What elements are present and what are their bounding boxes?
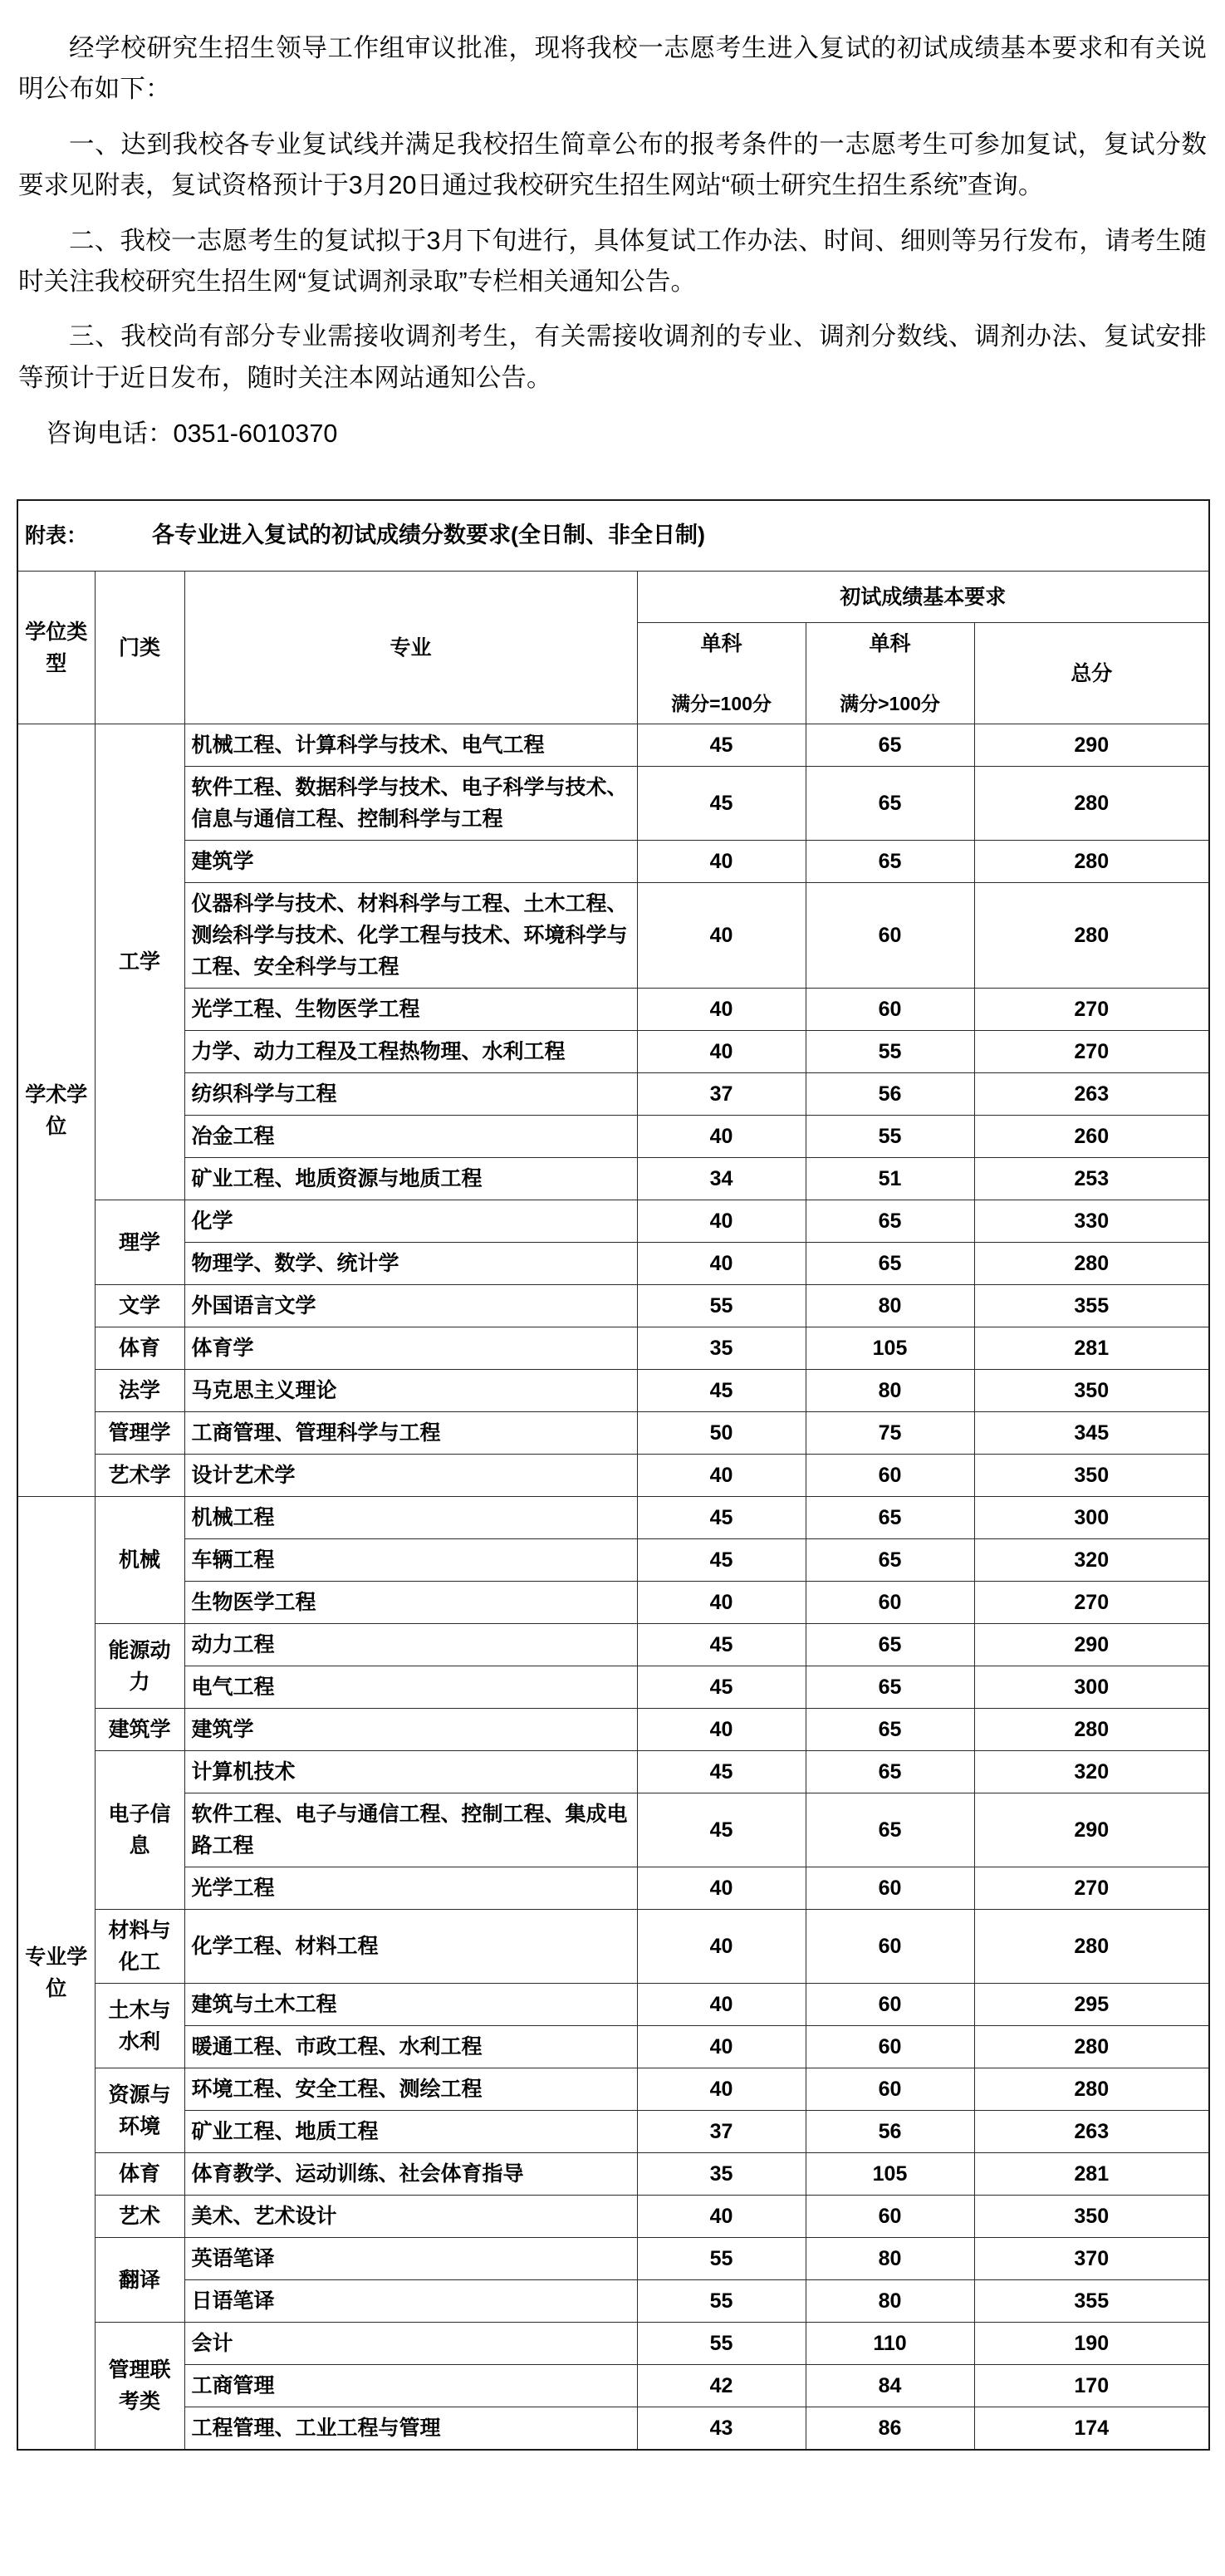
table-row bbox=[17, 2196, 1209, 2238]
cell-score-gt100: 60 bbox=[806, 989, 974, 1031]
cell-score-gt100: 60 bbox=[806, 2196, 974, 2238]
table-row bbox=[17, 724, 1209, 767]
cell-major: 冶金工程 bbox=[184, 1116, 637, 1158]
cell-category: 艺术学 bbox=[95, 1455, 184, 1497]
cell-category: 艺术 bbox=[95, 2196, 184, 2238]
cell-score-gt100: 60 bbox=[806, 1455, 974, 1497]
cell-score-total: 280 bbox=[974, 883, 1209, 989]
cell-category: 管理学 bbox=[95, 1412, 184, 1455]
cell-score-total: 260 bbox=[974, 1116, 1209, 1158]
table-row bbox=[17, 1370, 1209, 1412]
cell-score-eq100: 40 bbox=[637, 1984, 806, 2026]
cell-score-gt100: 60 bbox=[806, 1582, 974, 1624]
cell-score-gt100: 55 bbox=[806, 1031, 974, 1073]
score-table-head bbox=[17, 500, 1209, 724]
notice-paragraph-1: 一、达到我校各专业复试线并满足我校招生简章公布的报考条件的一志愿考生可参加复试，复试分数要求见附表，复试资格预计于3月20日通过我校研究生招生网站“硕士研究生招生系统”查询。 bbox=[18, 130, 1207, 200]
cell-score-gt100: 105 bbox=[806, 1327, 974, 1370]
cell-score-eq100: 40 bbox=[637, 1867, 806, 1910]
cell-score-total: 263 bbox=[974, 1073, 1209, 1116]
cell-score-total: 350 bbox=[974, 2196, 1209, 2238]
table-row bbox=[17, 1327, 1209, 1370]
cell-score-eq100: 43 bbox=[637, 2407, 806, 2451]
cell-category: 管理联考类 bbox=[95, 2323, 184, 2451]
cell-score-gt100: 65 bbox=[806, 1793, 974, 1867]
header-single-eq-bottom: 满分=100分 bbox=[671, 693, 772, 715]
table-row bbox=[17, 989, 1209, 1031]
cell-score-gt100: 80 bbox=[806, 2280, 974, 2323]
notice-paragraph-2: 二、我校一志愿考生的复试拟于3月下旬进行，具体复试工作办法、时间、细则等另行发布，请考生随时关注我校研究生招生网“复试调剂录取”专栏相关通知公告。 bbox=[18, 226, 1207, 297]
cell-score-eq100: 45 bbox=[637, 1539, 806, 1582]
cell-score-gt100: 86 bbox=[806, 2407, 974, 2451]
cell-degree-type: 学术学位 bbox=[17, 724, 95, 1497]
cell-score-eq100: 42 bbox=[637, 2365, 806, 2407]
cell-score-total: 350 bbox=[974, 1370, 1209, 1412]
header-single-gt-top: 单科 bbox=[869, 632, 911, 656]
cell-score-eq100: 40 bbox=[637, 1910, 806, 1984]
cell-score-gt100: 80 bbox=[806, 1285, 974, 1327]
cell-score-total: 280 bbox=[974, 767, 1209, 841]
cell-category: 材料与化工 bbox=[95, 1910, 184, 1984]
table-row bbox=[17, 1073, 1209, 1116]
table-row bbox=[17, 1793, 1209, 1867]
notice-paragraph-intro: 经学校研究生招生领导工作组审议批准，现将我校一志愿考生进入复试的初试成绩基本要求和有关说明公布如下： bbox=[18, 34, 1207, 104]
cell-score-total: 280 bbox=[974, 1709, 1209, 1751]
cell-score-eq100: 45 bbox=[637, 1624, 806, 1666]
cell-score-eq100: 45 bbox=[637, 1497, 806, 1539]
cell-category: 法学 bbox=[95, 1370, 184, 1412]
table-row bbox=[17, 1285, 1209, 1327]
table-row bbox=[17, 1867, 1209, 1910]
cell-score-eq100: 40 bbox=[637, 1709, 806, 1751]
cell-major: 计算机技术 bbox=[184, 1751, 637, 1793]
cell-score-eq100: 40 bbox=[637, 1031, 806, 1073]
cell-score-gt100: 80 bbox=[806, 2238, 974, 2280]
header-score-group: 初试成绩基本要求 bbox=[637, 572, 1209, 623]
cell-score-eq100: 40 bbox=[637, 1116, 806, 1158]
cell-category: 理学 bbox=[95, 1200, 184, 1285]
cell-score-gt100: 65 bbox=[806, 1666, 974, 1709]
cell-score-eq100: 34 bbox=[637, 1158, 806, 1200]
cell-score-gt100: 65 bbox=[806, 841, 974, 883]
header-total-score: 总分 bbox=[974, 623, 1209, 724]
table-row bbox=[17, 1243, 1209, 1285]
table-row bbox=[17, 2238, 1209, 2280]
score-table bbox=[17, 499, 1210, 2451]
cell-major: 机械工程、计算科学与技术、电气工程 bbox=[184, 724, 637, 767]
cell-score-gt100: 110 bbox=[806, 2323, 974, 2365]
table-row bbox=[17, 2280, 1209, 2323]
attachment-caption-row bbox=[17, 500, 1209, 572]
header-major: 专业 bbox=[184, 572, 637, 724]
table-row bbox=[17, 1497, 1209, 1539]
header-single-subject-eq100 bbox=[637, 623, 806, 724]
cell-major: 建筑学 bbox=[184, 1709, 637, 1751]
cell-category: 工学 bbox=[95, 724, 184, 1200]
score-table-body bbox=[17, 724, 1209, 2451]
cell-score-total: 281 bbox=[974, 2153, 1209, 2196]
table-row bbox=[17, 1412, 1209, 1455]
cell-score-gt100: 60 bbox=[806, 1984, 974, 2026]
header-single-gt-bottom: 满分>100分 bbox=[840, 693, 940, 715]
table-row bbox=[17, 2323, 1209, 2365]
cell-major: 化学工程、材料工程 bbox=[184, 1910, 637, 1984]
cell-score-gt100: 60 bbox=[806, 883, 974, 989]
notice-body bbox=[0, 0, 1225, 455]
cell-major: 体育学 bbox=[184, 1327, 637, 1370]
cell-score-eq100: 50 bbox=[637, 1412, 806, 1455]
cell-score-total: 170 bbox=[974, 2365, 1209, 2407]
cell-major: 矿业工程、地质资源与地质工程 bbox=[184, 1158, 637, 1200]
cell-score-eq100: 40 bbox=[637, 1455, 806, 1497]
cell-score-gt100: 60 bbox=[806, 2068, 974, 2111]
cell-score-eq100: 40 bbox=[637, 1200, 806, 1243]
cell-score-gt100: 60 bbox=[806, 2026, 974, 2068]
cell-score-eq100: 40 bbox=[637, 2026, 806, 2068]
score-table-wrapper bbox=[0, 469, 1225, 2485]
table-row bbox=[17, 767, 1209, 841]
cell-major: 纺织科学与工程 bbox=[184, 1073, 637, 1116]
cell-score-total: 290 bbox=[974, 1793, 1209, 1867]
cell-score-total: 270 bbox=[974, 989, 1209, 1031]
cell-category: 体育 bbox=[95, 2153, 184, 2196]
cell-major: 马克思主义理论 bbox=[184, 1370, 637, 1412]
cell-major: 体育教学、运动训练、社会体育指导 bbox=[184, 2153, 637, 2196]
cell-score-eq100: 40 bbox=[637, 1243, 806, 1285]
cell-score-gt100: 80 bbox=[806, 1370, 974, 1412]
cell-score-eq100: 55 bbox=[637, 2323, 806, 2365]
header-row-group bbox=[17, 572, 1209, 623]
cell-score-eq100: 45 bbox=[637, 1666, 806, 1709]
cell-score-total: 355 bbox=[974, 1285, 1209, 1327]
cell-category: 资源与环境 bbox=[95, 2068, 184, 2153]
cell-major: 会计 bbox=[184, 2323, 637, 2365]
attachment-label: 附表： bbox=[25, 523, 88, 547]
cell-score-gt100: 65 bbox=[806, 1539, 974, 1582]
cell-score-total: 350 bbox=[974, 1455, 1209, 1497]
cell-category: 电子信息 bbox=[95, 1751, 184, 1910]
cell-category: 翻译 bbox=[95, 2238, 184, 2323]
cell-major: 工商管理 bbox=[184, 2365, 637, 2407]
cell-major: 物理学、数学、统计学 bbox=[184, 1243, 637, 1285]
cell-score-total: 320 bbox=[974, 1539, 1209, 1582]
header-degree-type: 学位类型 bbox=[17, 572, 95, 724]
cell-major: 建筑与土木工程 bbox=[184, 1984, 637, 2026]
cell-score-eq100: 45 bbox=[637, 1370, 806, 1412]
cell-major: 软件工程、数据科学与技术、电子科学与技术、信息与通信工程、控制科学与工程 bbox=[184, 767, 637, 841]
cell-major: 化学 bbox=[184, 1200, 637, 1243]
table-row bbox=[17, 2407, 1209, 2451]
cell-major: 英语笔译 bbox=[184, 2238, 637, 2280]
cell-score-total: 295 bbox=[974, 1984, 1209, 2026]
cell-category: 机械 bbox=[95, 1497, 184, 1624]
cell-score-total: 300 bbox=[974, 1497, 1209, 1539]
cell-score-eq100: 45 bbox=[637, 724, 806, 767]
table-row bbox=[17, 1624, 1209, 1666]
cell-score-total: 330 bbox=[974, 1200, 1209, 1243]
table-row bbox=[17, 2026, 1209, 2068]
header-single-subject-gt100 bbox=[806, 623, 974, 724]
cell-score-gt100: 65 bbox=[806, 1624, 974, 1666]
table-row bbox=[17, 1158, 1209, 1200]
cell-major: 环境工程、安全工程、测绘工程 bbox=[184, 2068, 637, 2111]
cell-score-gt100: 65 bbox=[806, 1497, 974, 1539]
cell-score-gt100: 56 bbox=[806, 2111, 974, 2153]
cell-major: 矿业工程、地质工程 bbox=[184, 2111, 637, 2153]
cell-score-total: 355 bbox=[974, 2280, 1209, 2323]
cell-score-gt100: 56 bbox=[806, 1073, 974, 1116]
cell-score-eq100: 55 bbox=[637, 2238, 806, 2280]
cell-score-total: 190 bbox=[974, 2323, 1209, 2365]
attachment-caption-cell bbox=[17, 500, 1209, 572]
cell-score-gt100: 75 bbox=[806, 1412, 974, 1455]
table-row bbox=[17, 1751, 1209, 1793]
cell-score-gt100: 55 bbox=[806, 1116, 974, 1158]
cell-score-gt100: 65 bbox=[806, 767, 974, 841]
cell-score-total: 370 bbox=[974, 2238, 1209, 2280]
cell-major: 设计艺术学 bbox=[184, 1455, 637, 1497]
cell-score-eq100: 37 bbox=[637, 2111, 806, 2153]
cell-major: 车辆工程 bbox=[184, 1539, 637, 1582]
cell-score-eq100: 35 bbox=[637, 2153, 806, 2196]
cell-score-eq100: 55 bbox=[637, 2280, 806, 2323]
cell-score-eq100: 40 bbox=[637, 883, 806, 989]
cell-score-total: 270 bbox=[974, 1582, 1209, 1624]
cell-major: 工商管理、管理科学与工程 bbox=[184, 1412, 637, 1455]
cell-score-total: 253 bbox=[974, 1158, 1209, 1200]
cell-major: 日语笔译 bbox=[184, 2280, 637, 2323]
table-row bbox=[17, 1910, 1209, 1984]
cell-score-gt100: 65 bbox=[806, 724, 974, 767]
table-row bbox=[17, 1984, 1209, 2026]
cell-score-total: 300 bbox=[974, 1666, 1209, 1709]
table-row bbox=[17, 2068, 1209, 2111]
cell-major: 暖通工程、市政工程、水利工程 bbox=[184, 2026, 637, 2068]
cell-score-total: 174 bbox=[974, 2407, 1209, 2451]
cell-major: 动力工程 bbox=[184, 1624, 637, 1666]
cell-score-total: 280 bbox=[974, 841, 1209, 883]
table-row bbox=[17, 1031, 1209, 1073]
cell-score-gt100: 65 bbox=[806, 1709, 974, 1751]
cell-score-eq100: 37 bbox=[637, 1073, 806, 1116]
header-category: 门类 bbox=[95, 572, 184, 724]
cell-score-total: 290 bbox=[974, 1624, 1209, 1666]
cell-score-total: 280 bbox=[974, 2068, 1209, 2111]
cell-major: 光学工程 bbox=[184, 1867, 637, 1910]
cell-score-total: 280 bbox=[974, 2026, 1209, 2068]
table-row bbox=[17, 841, 1209, 883]
table-row bbox=[17, 1455, 1209, 1497]
cell-category: 建筑学 bbox=[95, 1709, 184, 1751]
table-row bbox=[17, 1200, 1209, 1243]
cell-score-total: 281 bbox=[974, 1327, 1209, 1370]
cell-major: 工程管理、工业工程与管理 bbox=[184, 2407, 637, 2451]
cell-score-total: 320 bbox=[974, 1751, 1209, 1793]
cell-score-total: 263 bbox=[974, 2111, 1209, 2153]
table-row bbox=[17, 1666, 1209, 1709]
cell-score-eq100: 35 bbox=[637, 1327, 806, 1370]
cell-major: 软件工程、电子与通信工程、控制工程、集成电路工程 bbox=[184, 1793, 637, 1867]
cell-score-gt100: 65 bbox=[806, 1200, 974, 1243]
cell-category: 能源动力 bbox=[95, 1624, 184, 1709]
cell-degree-type: 专业学位 bbox=[17, 1497, 95, 2451]
attachment-title: 各专业进入复试的初试成绩分数要求(全日制、非全日制) bbox=[152, 523, 705, 548]
cell-score-eq100: 45 bbox=[637, 1793, 806, 1867]
table-row bbox=[17, 883, 1209, 989]
contact-phone: 咨询电话：0351-6010370 bbox=[46, 420, 338, 449]
cell-score-total: 345 bbox=[974, 1412, 1209, 1455]
cell-major: 美术、艺术设计 bbox=[184, 2196, 637, 2238]
table-row bbox=[17, 2111, 1209, 2153]
cell-category: 文学 bbox=[95, 1285, 184, 1327]
cell-major: 光学工程、生物医学工程 bbox=[184, 989, 637, 1031]
cell-score-eq100: 40 bbox=[637, 2196, 806, 2238]
cell-major: 建筑学 bbox=[184, 841, 637, 883]
cell-score-eq100: 45 bbox=[637, 1751, 806, 1793]
cell-score-gt100: 105 bbox=[806, 2153, 974, 2196]
notice-paragraph-3: 三、我校尚有部分专业需接收调剂考生，有关需接收调剂的专业、调剂分数线、调剂办法、复试安排等预计于近日发布，随时关注本网站通知公告。 bbox=[18, 322, 1207, 392]
cell-category: 体育 bbox=[95, 1327, 184, 1370]
cell-score-gt100: 60 bbox=[806, 1910, 974, 1984]
cell-score-eq100: 45 bbox=[637, 767, 806, 841]
cell-major: 机械工程 bbox=[184, 1497, 637, 1539]
cell-major: 外国语言文学 bbox=[184, 1285, 637, 1327]
header-single-eq-top: 单科 bbox=[700, 632, 742, 656]
table-row bbox=[17, 1116, 1209, 1158]
cell-score-total: 290 bbox=[974, 724, 1209, 767]
table-row bbox=[17, 1539, 1209, 1582]
cell-score-eq100: 40 bbox=[637, 989, 806, 1031]
cell-category: 土木与水利 bbox=[95, 1984, 184, 2068]
table-row bbox=[17, 2365, 1209, 2407]
cell-major: 电气工程 bbox=[184, 1666, 637, 1709]
cell-score-total: 270 bbox=[974, 1867, 1209, 1910]
table-row bbox=[17, 1582, 1209, 1624]
table-row bbox=[17, 1709, 1209, 1751]
cell-score-eq100: 55 bbox=[637, 1285, 806, 1327]
cell-score-gt100: 65 bbox=[806, 1243, 974, 1285]
cell-score-gt100: 51 bbox=[806, 1158, 974, 1200]
cell-score-eq100: 40 bbox=[637, 1582, 806, 1624]
cell-score-gt100: 65 bbox=[806, 1751, 974, 1793]
cell-score-total: 280 bbox=[974, 1910, 1209, 1984]
cell-score-gt100: 60 bbox=[806, 1867, 974, 1910]
cell-major: 力学、动力工程及工程热物理、水利工程 bbox=[184, 1031, 637, 1073]
cell-score-total: 270 bbox=[974, 1031, 1209, 1073]
cell-major: 仪器科学与技术、材料科学与工程、土木工程、测绘科学与技术、化学工程与技术、环境科学与工程、安全科学与工程 bbox=[184, 883, 637, 989]
table-row bbox=[17, 2153, 1209, 2196]
cell-score-eq100: 40 bbox=[637, 841, 806, 883]
cell-score-total: 280 bbox=[974, 1243, 1209, 1285]
cell-score-gt100: 84 bbox=[806, 2365, 974, 2407]
cell-score-eq100: 40 bbox=[637, 2068, 806, 2111]
cell-major: 生物医学工程 bbox=[184, 1582, 637, 1624]
